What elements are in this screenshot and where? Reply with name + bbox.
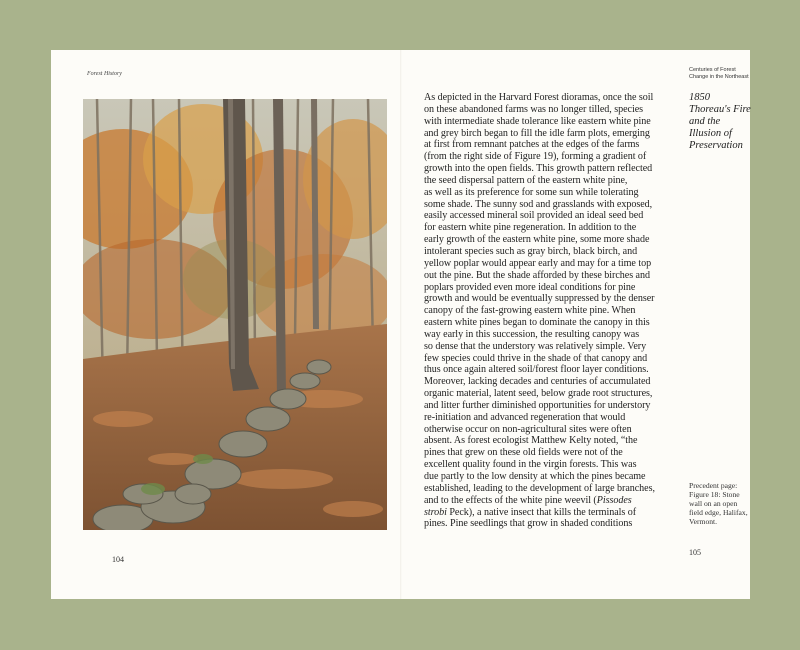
body-text-part-2: Peck), a native insect that kills the terminals of pines. Pine seedlings that grow in shaded conditions <box>424 506 637 530</box>
body-text-part-1: As depicted in the Harvard Forest dioramas, once the soil on these abandoned farms was no longer tilled, species with intermediate shade tolerance like eastern white pine and grey birch began to fill the idle farm plots, emerging at first from remnant patches at the edges of the farms (from the right side of Figure 19), forming a gradient of growth into the open fields. This growth pattern reflected the seed dispersal pattern of the eastern white pine, as well as its preference for some sun while tolerating some shade. The sunny sod and grasslands with exposed, easily accessed mineral soil provided an ideal seed bed for eastern white pine regeneration. In addition to the early growth of the eastern white pine, some more shade intolerant species such as gray birch, black birch, and yellow poplar would appear early and may for a time top out the pine. But the shade afforded by these birches and poplars provided even more ideal conditions for pine growth and would be eventually suppressed by the denser canopy of the fast-growing eastern white pine. When eastern white pines began to dominate the canopy in this way early in this succession, the resulting canopy was so dense that the understory was relatively simple. Very few species could thrive in the shade of that canopy and thus once again altered soil/forest floor layer conditions. Moreover, lacking decades and centuries of accumulated organic material, latent seed, below grade root structures, and litter further diminished opportunities for understory re-initiation and advanced regeneration that would otherwise occur on non-agricultural sites were often absent. As forest ecologist Matthew Kelty noted, “the pines that grew on these old fields were not of the excellent quality found in the virgin forests. This was due partly to the low density at which the pines became established, leading to the development of large branches, and to the effects of the white pine weevil ( <box>424 92 655 506</box>
body-text <box>424 92 707 530</box>
book-spread <box>51 50 750 599</box>
running-head: Forest History <box>87 71 122 77</box>
species-name-italic: Pissodes strobi <box>424 494 632 518</box>
section-title: Thoreau's Fire and the Illusion of Preservation <box>689 104 751 151</box>
forest-photo <box>83 99 387 530</box>
forest-photo-illustration <box>83 99 387 530</box>
gutter <box>400 50 402 599</box>
page-number-right: 105 <box>689 548 701 557</box>
section-year: 1850 <box>689 92 710 103</box>
page-number-left: 104 <box>112 555 124 564</box>
photo-caption: Precedent page: Figure 18: Stone wall on an open field edge, Halifax, Vermont. <box>689 481 748 526</box>
section-kicker: Centuries of Forest Change in the Northeast <box>689 67 749 80</box>
